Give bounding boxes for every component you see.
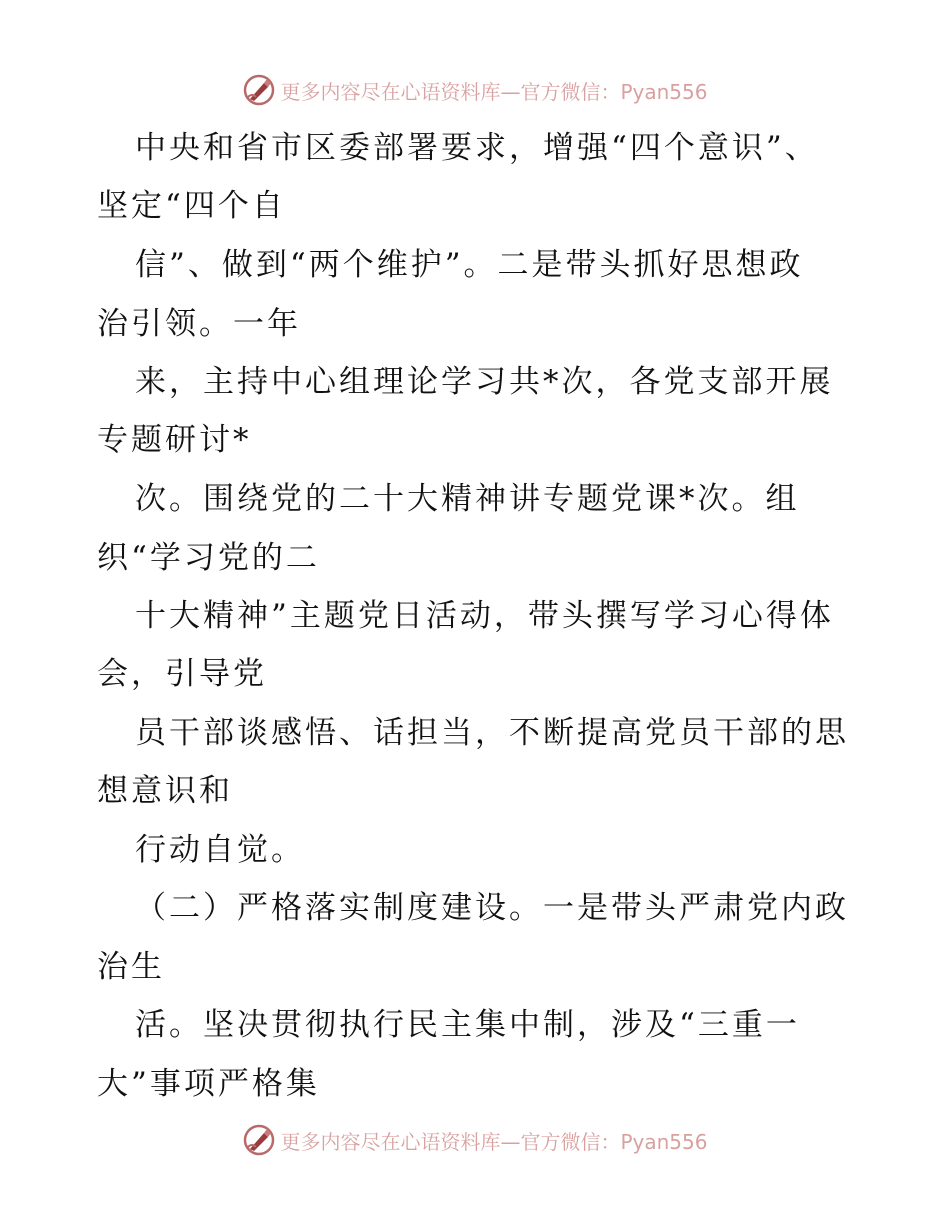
text-line: 信”、做到“两个维护”。二是带头抓好思想政 [135, 247, 804, 283]
text-line: 想意识和 [97, 773, 233, 809]
text-line: 专题研讨* [97, 422, 252, 458]
text-line: 行动自觉。 [135, 832, 305, 868]
text-line: 活。坚决贯彻执行民主集中制，涉及“三重一 [135, 1007, 800, 1043]
text-line: 次。围绕党的二十大精神讲专题党课*次。组 [135, 481, 800, 517]
pen-logo-icon [242, 1123, 276, 1157]
watermark-text: 更多内容尽在心语资料库—官方微信：Pyan556 [280, 1129, 708, 1154]
text-line: 织“学习党的二 [97, 540, 320, 576]
text-line: （二）严格落实制度建设。一是带头严肃党内政 [135, 890, 849, 926]
footer-watermark [0, 1120, 950, 1160]
text-line: 来，主持中心组理论学习共*次，各党支部开展 [135, 364, 834, 400]
text-line: 十大精神”主题党日活动，带头撰写学习心得体 [135, 598, 834, 634]
text-line: 中央和省市区委部署要求，增强“四个意识”、 [135, 130, 819, 166]
text-line: 治引领。一年 [97, 306, 301, 342]
text-line: 坚定“四个自 [97, 188, 286, 224]
text-line: 治生 [97, 949, 165, 985]
watermark-text: 更多内容尽在心语资料库—官方微信：Pyan556 [280, 79, 708, 104]
text-line: 员干部谈感悟、话担当，不断提高党员干部的思 [135, 715, 849, 751]
text-line: 会，引导党 [97, 656, 267, 692]
text-line: 大”事项严格集 [97, 1066, 320, 1102]
